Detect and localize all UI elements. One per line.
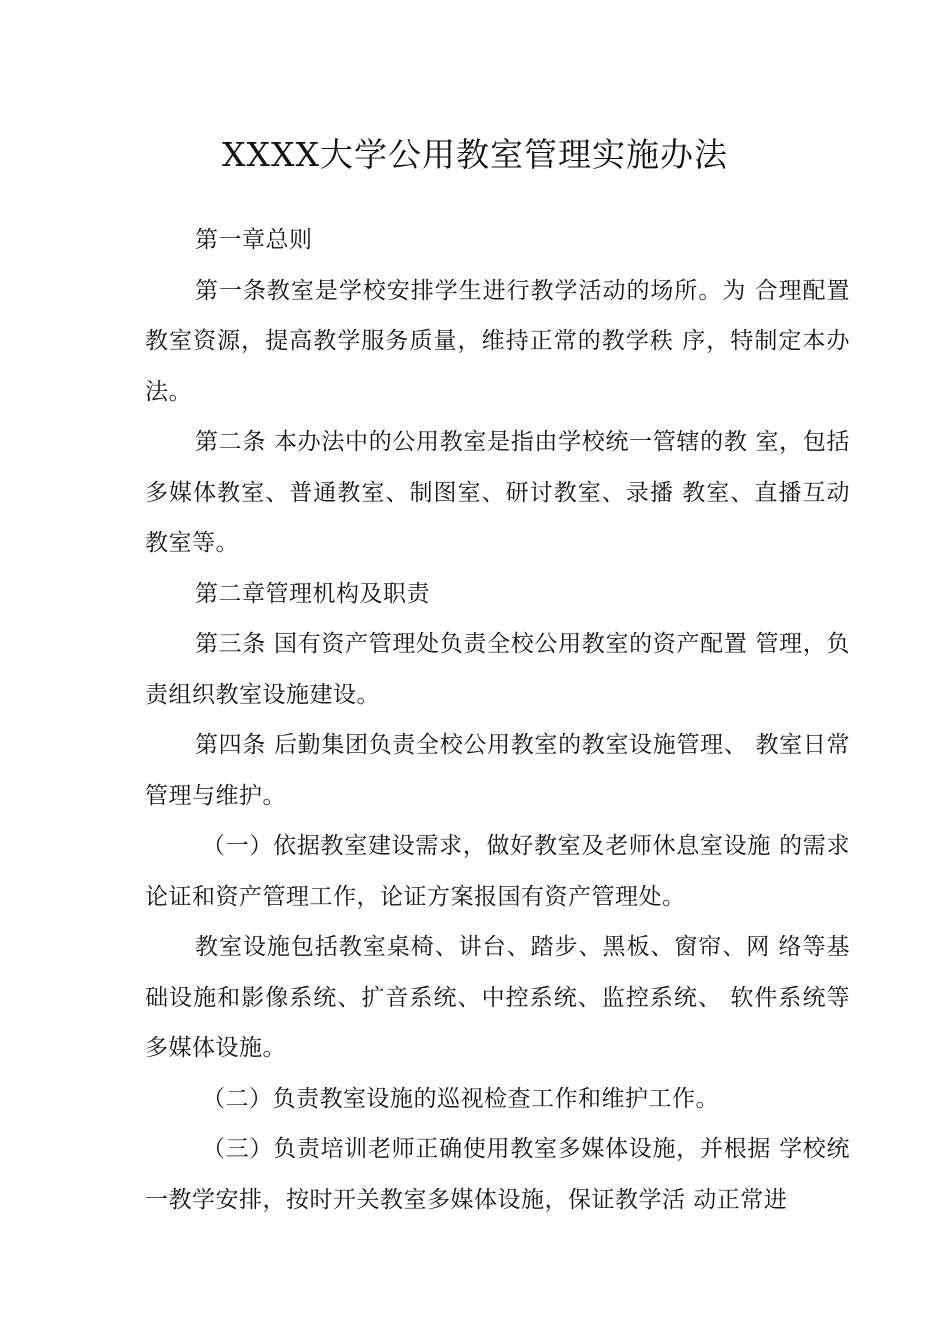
chapter-heading: 第二章管理机构及职责	[195, 580, 430, 607]
document-title: XXXX大学公用教室管理实施办法	[222, 135, 728, 174]
chapter-heading: 第一章总则	[195, 227, 313, 253]
list-item: （三）负责培训老师正确使用教室多媒体设施，并根据 学校统一教学安排，按时开关教室多媒体设施，保证教学活 动正常进	[145, 1136, 850, 1213]
article-paragraph: 第二条 本办法中的公用教室是指由学校统一管辖的教 室，包括多媒体教室、普通教室、制图室、研讨教室、录播 教室、直播互动教室等。	[145, 429, 850, 556]
article-paragraph: 第一条教室是学校安排学生进行教学活动的场所。为 合理配置教室资源，提高教学服务质量，维持正常的教学秩 序，特制定本办法。	[145, 277, 850, 405]
list-item: （一）依据教室建设需求，做好教室及老师休息室设施 的需求论证和资产管理工作，论证方案报国有资产管理处。	[145, 833, 850, 910]
document-body	[145, 215, 850, 1225]
article-paragraph: 教室设施包括教室桌椅、讲台、踏步、黑板、窗帘、网 络等基础设施和影像系统、扩音系统、中控系统、监控系统、 软件系统等多媒体设施。	[145, 934, 850, 1061]
article-paragraph: 第三条 国有资产管理处负责全校公用教室的资产配置 管理，负责组织教室设施建设。	[145, 631, 850, 708]
list-item: （二）负责教室设施的巡视检查工作和维护工作。	[202, 1085, 719, 1112]
article-paragraph: 第四条 后勤集团负责全校公用教室的教室设施管理、 教室日常管理与维护。	[145, 732, 850, 809]
